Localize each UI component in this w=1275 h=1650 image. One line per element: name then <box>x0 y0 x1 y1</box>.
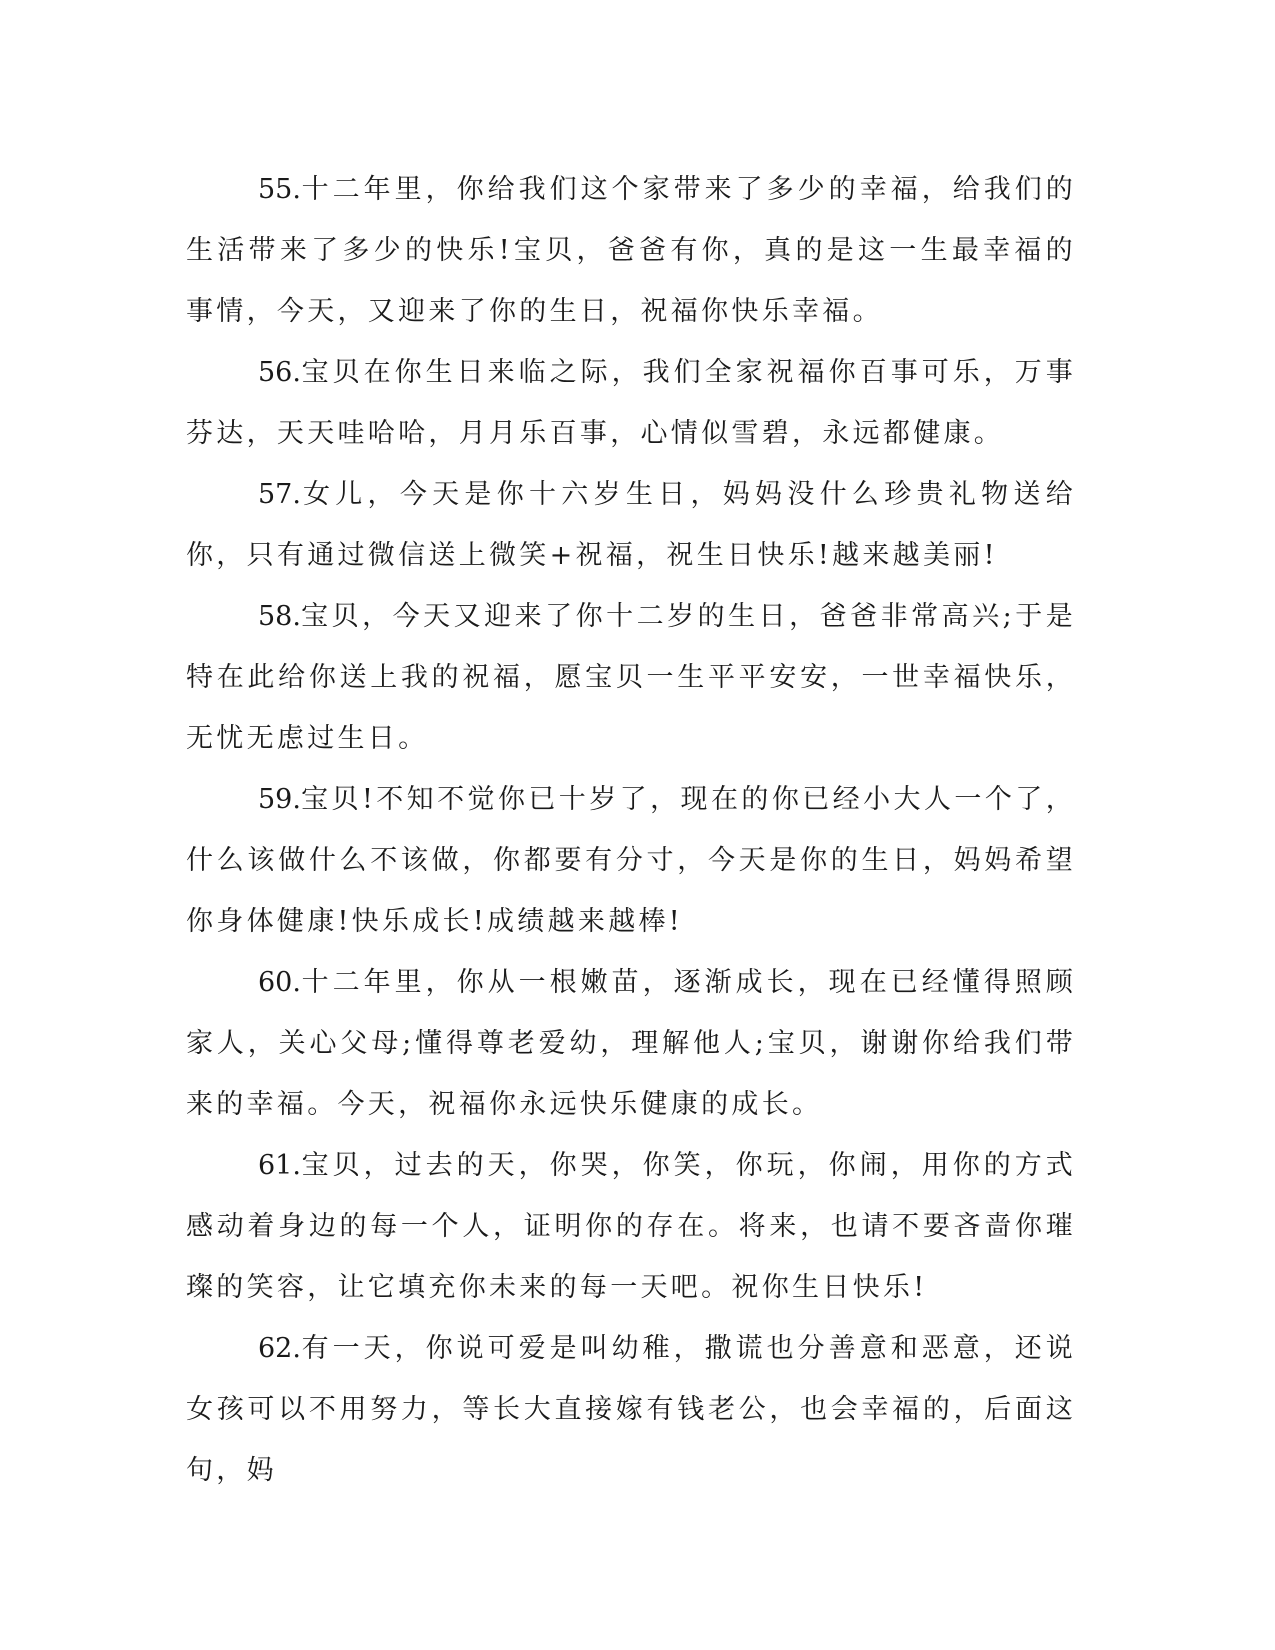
paragraph-text: 女儿，今天是你十六岁生日，妈妈没什么珍贵礼物送给你，只有通过微信送上微笑+祝福，祝生日快乐!越来越美丽! <box>186 479 1076 571</box>
paragraph-number: 58. <box>258 601 301 632</box>
paragraph-number: 61. <box>258 1150 301 1181</box>
paragraph-number: 59. <box>258 784 301 815</box>
paragraph-number: 62. <box>258 1333 301 1364</box>
paragraph-text: 宝贝，过去的天，你哭，你笑，你玩，你闹，用你的方式感动着身边的每一个人，证明你的存在。将来，也请不要吝啬你璀璨的笑容，让它填充你未来的每一天吧。祝你生日快乐! <box>186 1150 1076 1303</box>
paragraph-text: 宝贝!不知不觉你已十岁了，现在的你已经小大人一个了，什么该做什么不该做，你都要有分寸，今天是你的生日，妈妈希望你身体健康!快乐成长!成绩越来越棒! <box>186 784 1076 937</box>
paragraph-number: 55. <box>258 174 301 205</box>
paragraph-60 <box>186 952 1076 1135</box>
paragraph-57 <box>186 464 1076 586</box>
paragraph-55 <box>186 159 1076 342</box>
paragraph-number: 60. <box>258 967 301 998</box>
paragraph-56 <box>186 342 1076 464</box>
paragraph-number: 57. <box>258 479 301 510</box>
paragraph-number: 56. <box>258 357 301 388</box>
document-body <box>186 159 1076 1501</box>
paragraph-58 <box>186 586 1076 769</box>
paragraph-text: 十二年里，你给我们这个家带来了多少的幸福，给我们的生活带来了多少的快乐!宝贝，爸爸有你，真的是这一生最幸福的事情，今天，又迎来了你的生日，祝福你快乐幸福。 <box>186 174 1076 327</box>
paragraph-text: 十二年里，你从一根嫩苗，逐渐成长，现在已经懂得照顾家人，关心父母;懂得尊老爱幼，理解他人;宝贝，谢谢你给我们带来的幸福。今天，祝福你永远快乐健康的成长。 <box>186 967 1076 1120</box>
paragraph-text: 宝贝在你生日来临之际，我们全家祝福你百事可乐，万事芬达，天天哇哈哈，月月乐百事，心情似雪碧，永远都健康。 <box>186 357 1076 449</box>
paragraph-text: 宝贝，今天又迎来了你十二岁的生日，爸爸非常高兴;于是特在此给你送上我的祝福，愿宝贝一生平平安安，一世幸福快乐，无忧无虑过生日。 <box>186 601 1076 754</box>
paragraph-61 <box>186 1135 1076 1318</box>
paragraph-59 <box>186 769 1076 952</box>
paragraph-text: 有一天，你说可爱是叫幼稚，撒谎也分善意和恶意，还说女孩可以不用努力，等长大直接嫁有钱老公，也会幸福的，后面这句，妈 <box>186 1333 1076 1486</box>
paragraph-62 <box>186 1318 1076 1501</box>
